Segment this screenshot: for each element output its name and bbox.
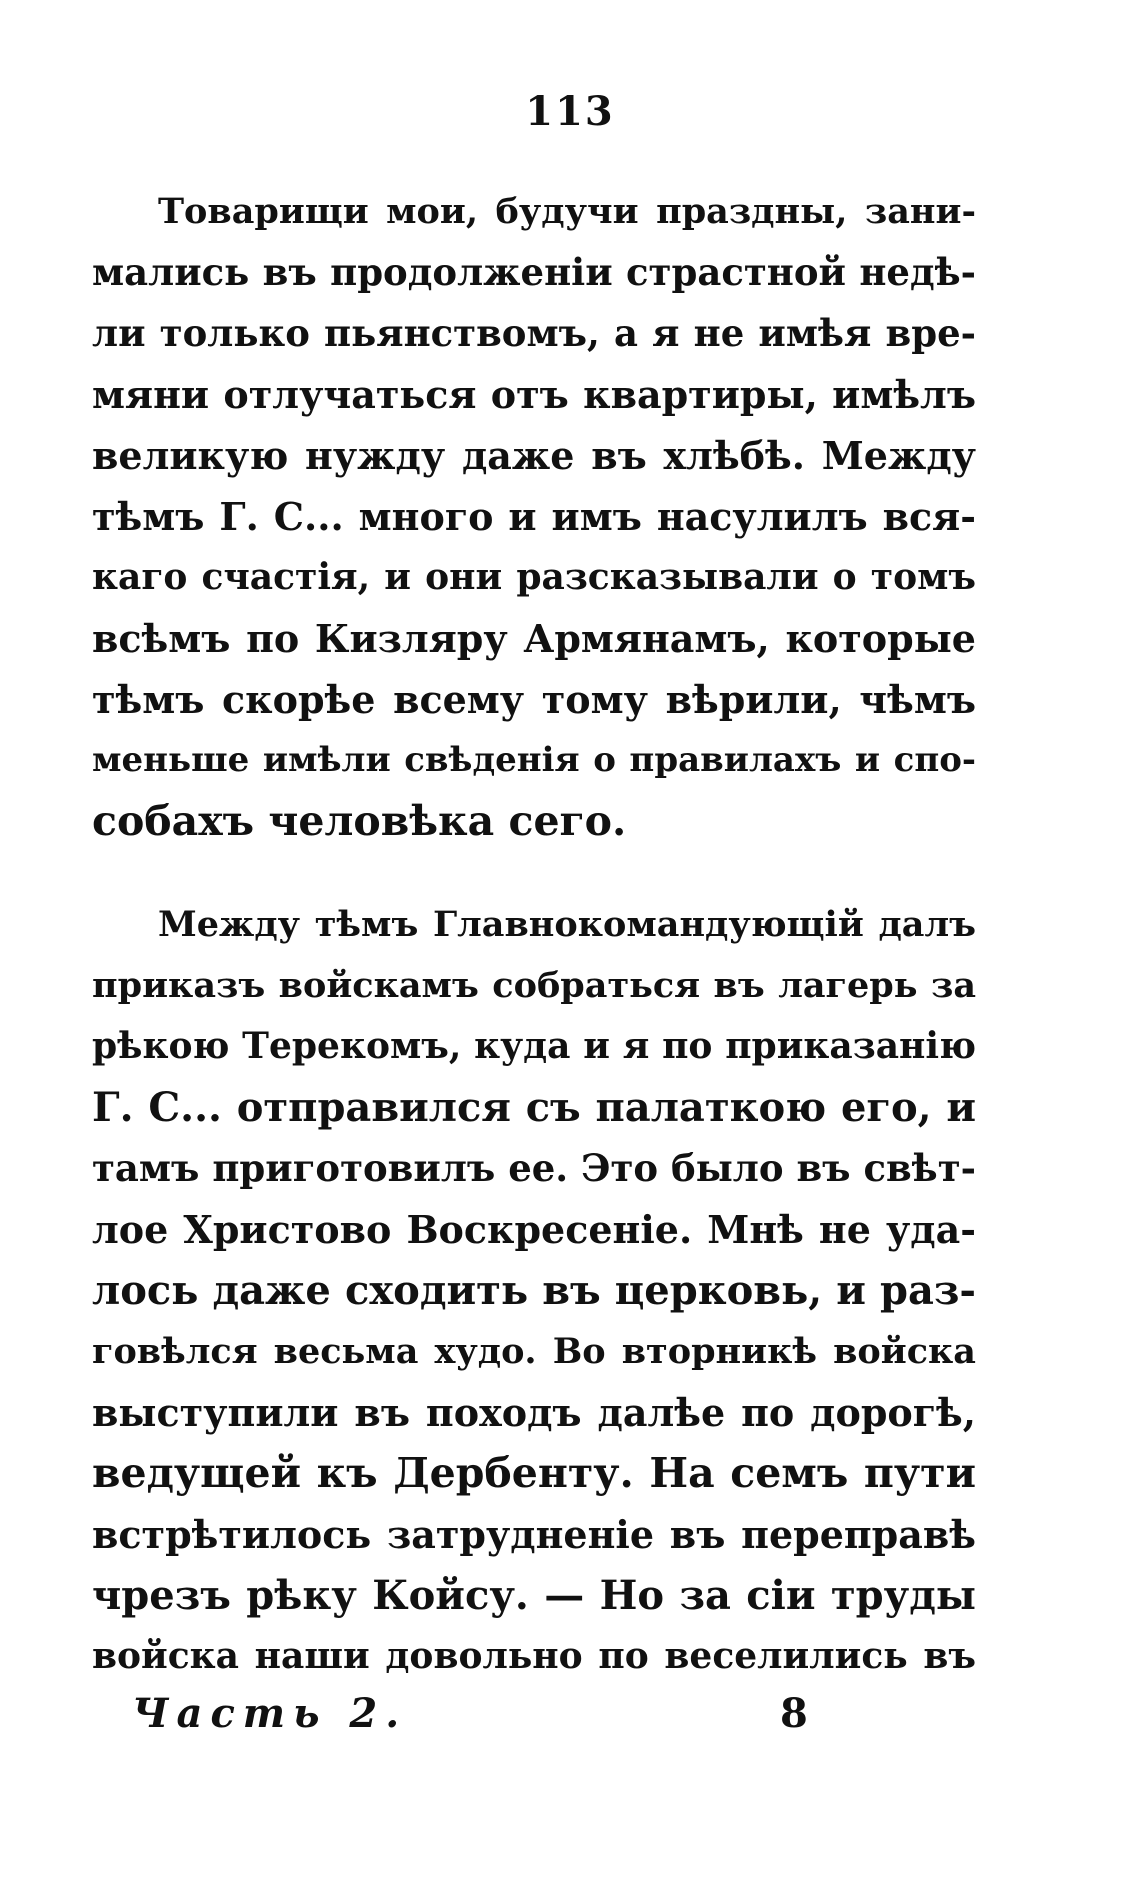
text-line: великую нужду даже въ хлѣбѣ. Между — [92, 433, 976, 478]
text-line: рѣкою Терекомъ, куда и я по приказанію — [92, 1025, 976, 1067]
text-line: войска наши довольно по веселились въ — [92, 1635, 976, 1677]
text-line: мались въ продолженіи страстной недѣ- — [92, 250, 976, 294]
page-footer — [132, 1690, 812, 1750]
text-line: выступили въ походъ далѣе по дорогѣ, — [92, 1390, 976, 1435]
text-line: всѣмъ по Кизляру Армянамъ, которые — [92, 616, 976, 661]
sheet-number: 8 — [780, 1690, 808, 1737]
text-line: тѣмъ скорѣе всему тому вѣрили, чѣмъ — [92, 677, 976, 722]
text-line: меньше имѣли свѣденія о правилахъ и спо- — [92, 740, 976, 780]
text-line: тѣмъ Г. С... много и имъ насулилъ вся- — [92, 494, 976, 539]
page-number: 113 — [525, 88, 615, 135]
text-line: приказъ войскамъ собраться въ лагерь за — [92, 965, 976, 1006]
text-line: чрезъ рѣку Койсу. — Но за сіи труды — [92, 1572, 976, 1619]
text-line: лось даже сходить въ церковь, и раз- — [92, 1267, 976, 1314]
signature-mark: Часть 2. — [132, 1690, 408, 1737]
text-line: ведущей къ Дербенту. На семъ пути — [92, 1449, 976, 1497]
paragraph-1 — [92, 181, 976, 852]
text-line: лое Христово Воскресеніе. Мнѣ не уда- — [92, 1207, 976, 1252]
text-line: мяни отлучаться отъ квартиры, имѣлъ — [92, 372, 976, 417]
text-line: ли только пьянствомъ, а я не имѣя вре- — [92, 311, 976, 355]
text-line: каго счастія, и они разсказывали о томъ — [92, 556, 976, 598]
text-line: Г. С... отправился съ палаткою его, и — [92, 1084, 976, 1131]
text-line: тамъ приготовилъ ее. Это было въ свѣт- — [92, 1146, 976, 1190]
text-line: говѣлся весьма худо. Во вторникѣ войска — [92, 1331, 976, 1372]
text-line: собахъ человѣка сего. — [92, 797, 627, 845]
paragraph-2 — [92, 894, 976, 1687]
text-line: Между тѣмъ Главнокомандующій далъ — [158, 904, 976, 945]
text-line: Товарищи мои, будучи праздны, зани- — [158, 191, 976, 232]
text-line: встрѣтилось затрудненіе въ переправѣ — [92, 1512, 976, 1557]
